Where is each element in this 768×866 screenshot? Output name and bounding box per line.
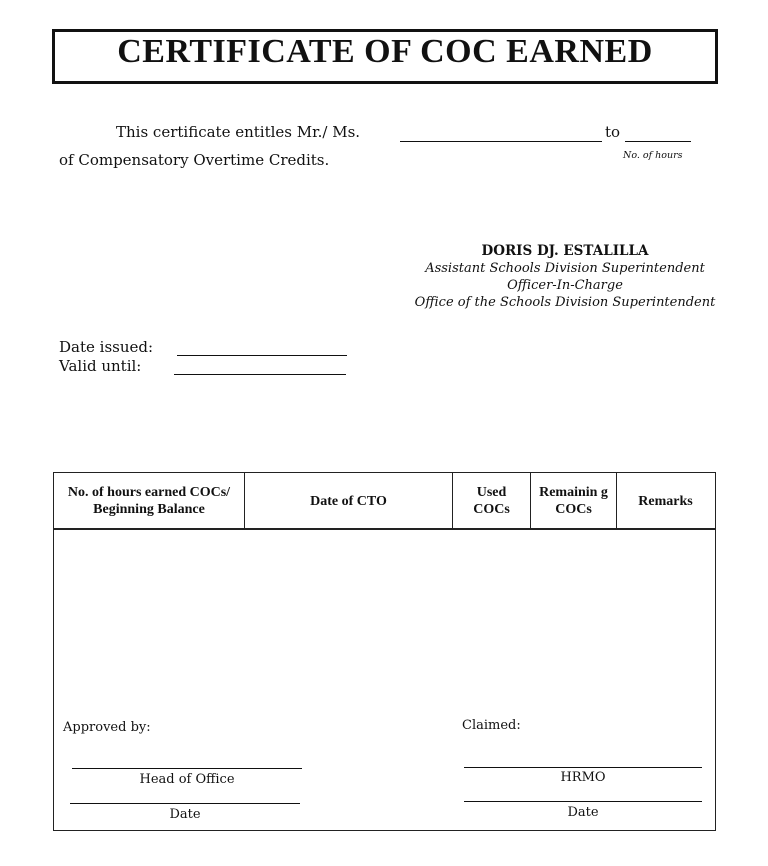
header-remarks: Remarks xyxy=(638,493,693,509)
signatory-title-2: Officer-In-Charge xyxy=(507,278,623,293)
entitlement-text: This certificate entitles Mr./ Ms. xyxy=(116,123,361,141)
valid-until-label: Valid until: xyxy=(59,357,142,375)
left-date-line xyxy=(70,803,300,804)
compensatory-credits-text: of Compensatory Overtime Credits. xyxy=(59,151,330,169)
approved-by-label: Approved by: xyxy=(63,720,151,735)
hrmo-signature-line xyxy=(464,767,702,768)
right-date-line xyxy=(464,801,702,802)
date-issued-line xyxy=(177,355,347,356)
name-blank-line xyxy=(400,141,602,142)
right-date-label: Date xyxy=(567,805,599,820)
signatory-name: DORIS DJ. ESTALILLA xyxy=(481,243,649,259)
claimed-label: Claimed: xyxy=(462,718,521,733)
head-of-office-label: Head of Office xyxy=(139,772,235,787)
header-date-of-cto: Date of CTO xyxy=(310,493,387,509)
valid-until-line xyxy=(174,374,346,375)
date-issued-label: Date issued: xyxy=(59,338,154,356)
header-hours-earned: No. of hours earned COCs/ Beginning Balance xyxy=(67,485,231,517)
header-used-cocs: Used COCs xyxy=(473,485,510,517)
certificate-title: CERTIFICATE OF COC EARNED xyxy=(117,33,653,70)
left-date-label: Date xyxy=(169,807,201,822)
head-signature-line xyxy=(72,768,302,769)
signatory-title-1: Assistant Schools Division Superintendent xyxy=(425,261,705,276)
to-text: to xyxy=(605,123,621,141)
hours-hint: No. of hours xyxy=(623,150,683,161)
hrmo-label: HRMO xyxy=(560,770,606,785)
signatory-title-3: Office of the Schools Division Superintendent xyxy=(414,295,716,310)
header-remaining-cocs: Remainin g COCs xyxy=(539,485,608,517)
hours-blank-line xyxy=(625,141,691,142)
